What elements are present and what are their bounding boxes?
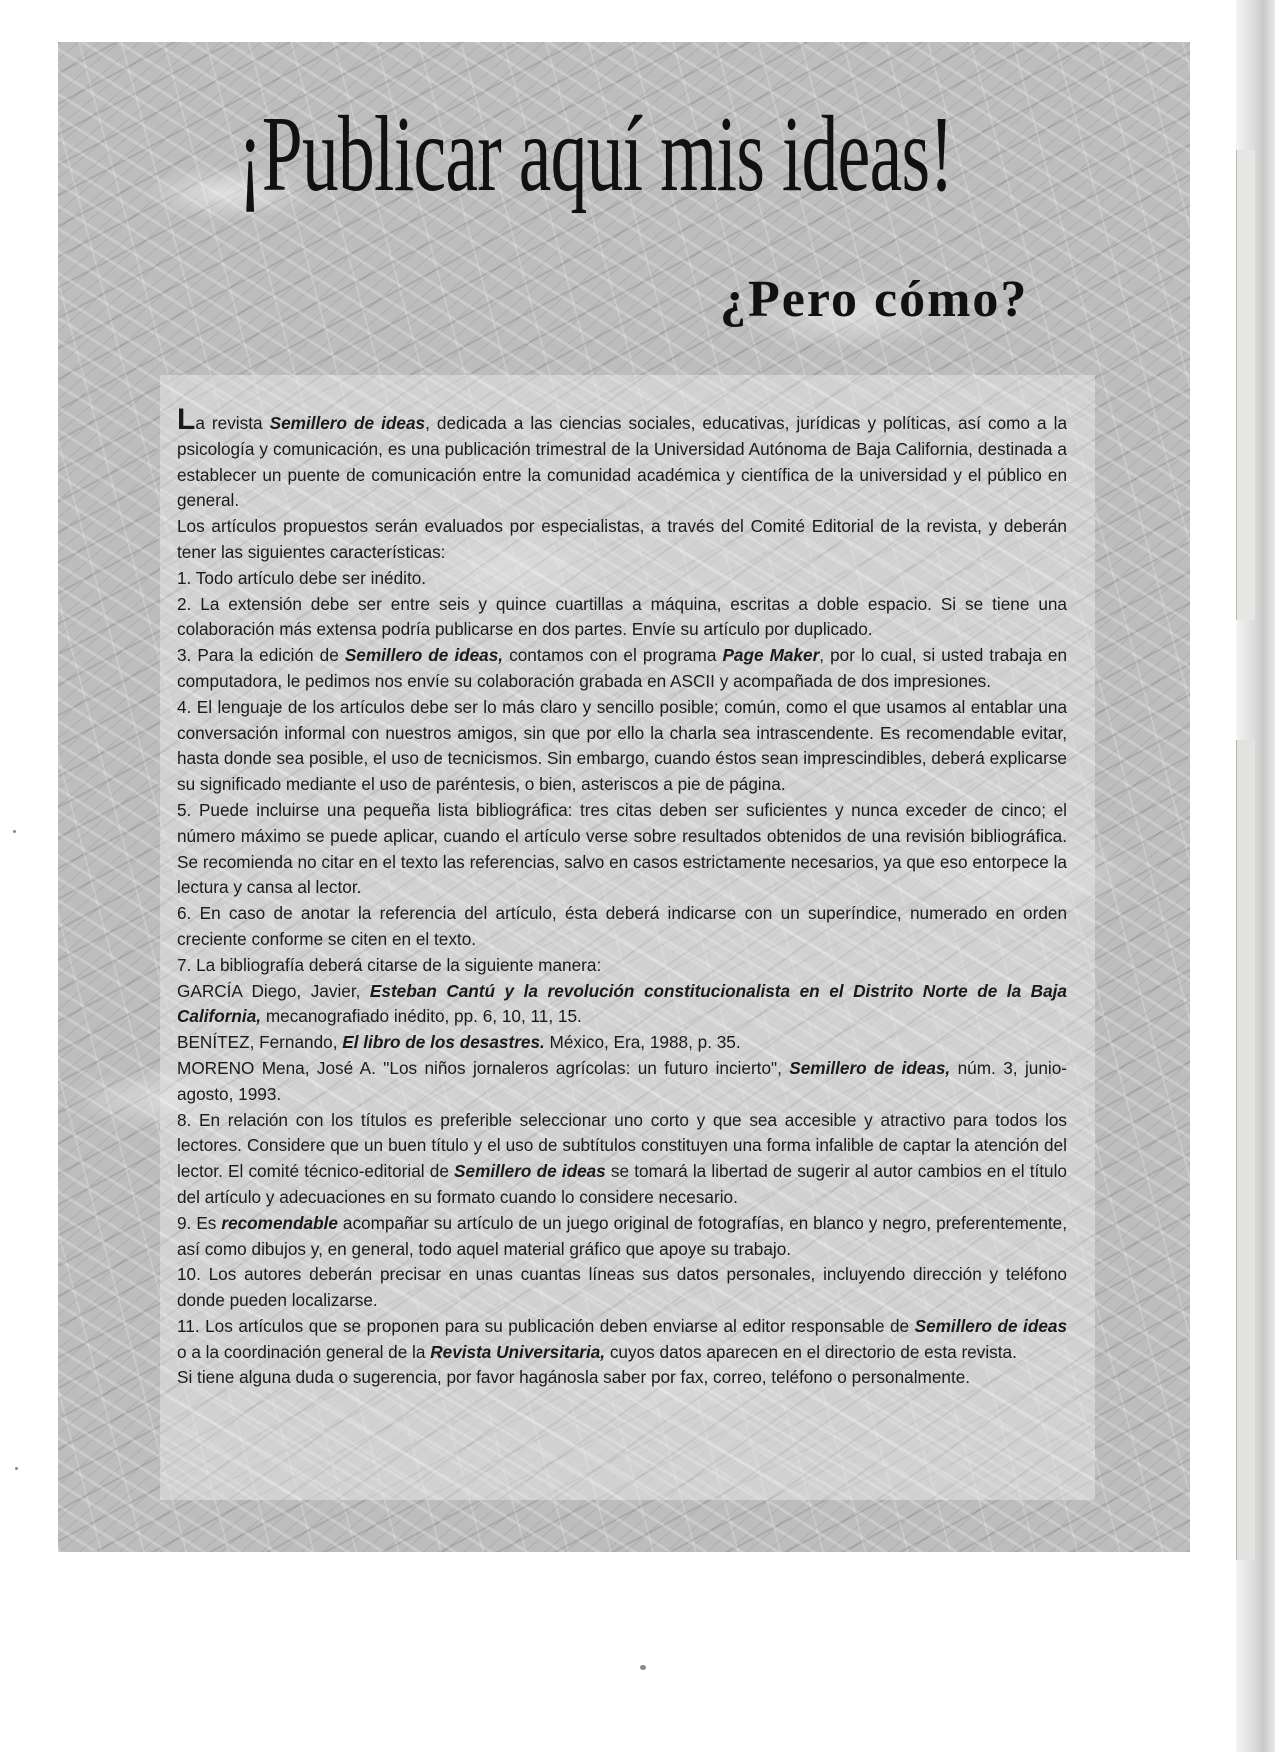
- scan-speck: [13, 830, 16, 833]
- body-text: [177, 403, 1068, 1391]
- rule-6: 6. En caso de anotar la referencia del artículo, ésta deberá indicarse con un superíndice, numerado en orden creciente conforme se citen en el texto.: [177, 903, 1067, 949]
- rule-9: 9. Es recomendable acompañar su artículo de un juego original de fotografías, en blanco y negro, preferentemente, así como dibujos y, en general, todo aquel material gráfico que apoye su trabajo.: [177, 1212, 1068, 1259]
- drop-cap: L: [177, 403, 196, 436]
- rule-10: 10. Los autores deberán precisar en unas cuantas líneas sus datos personales, incluyendo dirección y teléfono donde pueden localizarse.: [177, 1264, 1067, 1311]
- scan-speck: [15, 1467, 18, 1470]
- reference-3: MORENO Mena, José A. "Los niños jornaleros agrícolas: un futuro incierto", Semillero de ideas, núm. 3, junio-agosto, 1993.: [177, 1057, 1067, 1104]
- rule-7: 7. La bibliografía deberá citarse de la siguiente manera:: [177, 954, 602, 975]
- rule-1: 1. Todo artículo debe ser inédito.: [177, 567, 427, 588]
- rule-4: 4. El lenguaje de los artículos debe ser lo más claro y sencillo posible; común, como el que usamos al entablar una conversación informal con nuestros amigos, sin que por ello la charla sea intrascendente. Es recomendable evitar, hasta donde sea posible, el uso de tecnicismos. Sin embargo, cuando éstos sean imprescindibles, deberá explicarse su significado mediante el uso de paréntesis, o bien, asteriscos a pie de página.: [177, 696, 1067, 795]
- rule-8: 8. En relación con los títulos es preferible seleccionar uno corto y que sea accesible y atractivo para todos los lectores. Considere que un buen título y el uso de subtítulos constituyen una forma infalible de captar la atención del lector. El comité técnico-editorial de Semillero de ideas se tomará la libertad de sugerir al autor cambios en el título del artículo y adecuaciones en su formato cuando lo considere necesario.: [177, 1109, 1067, 1207]
- rule-3: 3. Para la edición de Semillero de ideas, contamos con el programa Page Maker, por lo cual, si usted trabaja en computadora, le pedimos nos envíe su colaboración grabada en ASCII y acompañada de dos impresiones.: [177, 645, 1068, 691]
- reference-2: BENÍTEZ, Fernando, El libro de los desastres. México, Era, 1988, p. 35.: [177, 1032, 741, 1053]
- page-subtitle: ¿Pero cómo?: [720, 271, 1029, 328]
- rule-2: 2. La extensión debe ser entre seis y quince cuartillas a máquina, escritas a doble espacio. Si se tiene una colaboración más extensa podría publicarse en dos partes. Envíe su artículo por duplicado.: [177, 593, 1067, 640]
- closing-paragraph: Si tiene alguna duda o sugerencia, por favor hagánosla saber por fax, correo, teléfono o personalmente.: [177, 1367, 971, 1388]
- page-edge: [1236, 0, 1275, 1752]
- page-title: ¡Publicar aquí mis ideas!: [238, 95, 954, 214]
- scan-speck: [640, 1665, 646, 1670]
- reference-1: GARCÍA Diego, Javier, Esteban Cantú y la revolución constitucionalista en el Distrito Norte de la Baja California, mecanografiado inédito, pp. 6, 10, 11, 15.: [177, 980, 1067, 1027]
- evaluation-paragraph: Los artículos propuestos serán evaluados por especialistas, a través del Comité Editorial de la revista, y deberán tener las siguientes características:: [177, 516, 1067, 562]
- rule-11: 11. Los artículos que se proponen para su publicación deben enviarse al editor responsable de Semillero de ideas o a la coordinación general de la Revista Universitaria, cuyos datos aparecen en el directorio de esta revista.: [177, 1315, 1068, 1362]
- intro-paragraph: La revista Semillero de ideas, dedicada a las ciencias sociales, educativas, jurídicas y políticas, así como a la psicología y comunicación, es una publicación trimestral de la Universidad Autónoma de Baja California, destinada a establecer un puente de comunicación entre la comunidad académica y científica de la universidad y el público en general.: [177, 403, 1068, 511]
- rule-5: 5. Puede incluirse una pequeña lista bibliográfica: tres citas deben ser suficientes y nunca exceder de cinco; el número máximo se puede aplicar, cuando el artículo verse sobre resultados obtenidos de una revisión bibliográfica. Se recomienda no citar en el texto las referencias, salvo en casos estrictamente necesarios, ya que eso entorpece la lectura y cansa al lector.: [177, 799, 1067, 898]
